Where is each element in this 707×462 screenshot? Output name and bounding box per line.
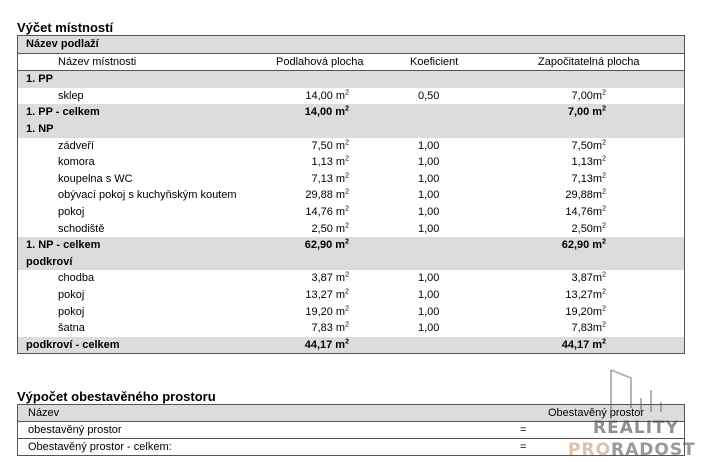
- room-coefficient: 1,00: [418, 172, 440, 185]
- room-name: šatna: [58, 322, 85, 335]
- room-counted-area: $2,50m^2$: [571, 221, 606, 235]
- room-area: 19,20 $m^2$: [305, 304, 349, 318]
- room-row: [18, 287, 684, 304]
- column-header: Koeficient: [410, 55, 459, 68]
- room-area: 14,76 $m^2$: [305, 205, 349, 218]
- room-name: chodba: [58, 272, 95, 285]
- room-area: 7,13 $m^2$: [311, 172, 349, 185]
- room-name: komora: [58, 156, 95, 169]
- volume-row-name: obestavěný prostor: [28, 424, 122, 436]
- room-area: 1,13 $m^2$: [311, 155, 349, 169]
- room-coefficient: 1,00: [418, 156, 440, 169]
- room-coefficient: 1,00: [418, 272, 440, 285]
- room-counted-area: $7,13m^2$: [571, 172, 606, 185]
- floor-total-row: [18, 104, 684, 121]
- room-row: [18, 171, 684, 188]
- floor-total-row: [18, 337, 684, 354]
- room-counted-area: $7,83m^2$: [571, 321, 606, 335]
- room-row: [18, 154, 684, 171]
- room-counted-area: $3,87m^2$: [571, 271, 606, 285]
- room-name: pokoj: [58, 305, 85, 318]
- room-coefficient: 0,50: [418, 89, 440, 102]
- floor-total-row: [18, 237, 684, 254]
- floor-header-row: [18, 36, 684, 54]
- room-area: 14,00 $m^2$: [305, 89, 349, 102]
- room-row: [18, 88, 684, 105]
- volume-row-name: Obestavěný prostor - celkem:: [28, 441, 172, 453]
- room-area: 7,83 $m^2$: [311, 321, 349, 335]
- room-name: zádveří: [58, 139, 95, 152]
- room-row: [18, 138, 684, 155]
- column-header-row: [18, 54, 684, 72]
- room-coefficient: 1,00: [418, 189, 440, 202]
- rooms-table: [17, 35, 685, 354]
- floor-total-counted: 7,00 $m^2$: [567, 105, 606, 119]
- volume-row-eq: =: [520, 424, 527, 436]
- room-name: sklep: [58, 89, 84, 102]
- room-coefficient: 1,00: [418, 222, 440, 235]
- room-counted-area: $19,20m^2$: [565, 304, 606, 318]
- floor-total-label: 1. PP - celkem: [26, 106, 100, 119]
- room-name: pokoj: [58, 288, 85, 301]
- floor-total-label: 1. NP - celkem: [26, 239, 101, 252]
- column-header: Podlahová plocha: [276, 55, 364, 68]
- floor-header-label: Název podlaží: [26, 38, 99, 50]
- room-counted-area: $29,88m^2$: [565, 188, 606, 202]
- volume-section-title: Výpočet obestavěného prostoru: [17, 389, 216, 404]
- room-counted-area: $13,27m^2$: [565, 288, 606, 301]
- floor-total-area: 62,90 $m^2$: [304, 238, 349, 252]
- rooms-section-title: Výčet místností: [17, 20, 114, 35]
- room-counted-area: $14,76m^2$: [565, 205, 606, 218]
- room-row: [18, 221, 684, 238]
- room-row: [18, 204, 684, 221]
- room-coefficient: 1,00: [418, 139, 440, 152]
- room-counted-area: $7,50m^2$: [571, 138, 606, 152]
- watermark-text: REALITY: [593, 418, 679, 438]
- column-header: Název místnosti: [58, 55, 137, 68]
- floor-name-row: [18, 121, 684, 138]
- room-row: [18, 270, 684, 287]
- watermark-text-2: PRORADOST: [568, 440, 696, 460]
- room-row: [18, 187, 684, 204]
- room-counted-area: $1,13m^2$: [571, 155, 606, 169]
- floor-total-counted: 62,90 $m^2$: [561, 238, 606, 252]
- room-area: 2,50 $m^2$: [311, 221, 349, 235]
- floor-name: 1. PP: [26, 73, 53, 86]
- volume-header-name: Název: [28, 407, 60, 419]
- room-counted-area: $7,00m^2$: [571, 89, 606, 102]
- room-name: schodiště: [58, 222, 105, 235]
- room-coefficient: 1,00: [418, 288, 440, 301]
- room-area: 29,88 $m^2$: [305, 188, 349, 202]
- column-header: Započitatelná plocha: [538, 55, 640, 68]
- floor-total-counted: 44,17 $m^2$: [561, 338, 606, 351]
- floor-name: 1. NP: [26, 122, 54, 135]
- room-area: 13,27 $m^2$: [305, 288, 349, 301]
- floor-name-row: [18, 254, 684, 271]
- room-coefficient: 1,00: [418, 305, 440, 318]
- floor-total-area: 44,17 $m^2$: [304, 338, 349, 351]
- room-name: obývací pokoj s kuchyňským koutem: [58, 189, 237, 202]
- room-row: [18, 320, 684, 337]
- floor-name-row: [18, 71, 684, 88]
- room-area: 7,50 $m^2$: [311, 138, 349, 152]
- room-name: pokoj: [58, 205, 85, 218]
- floor-name: podkroví: [26, 255, 73, 268]
- floor-total-label: podkroví - celkem: [26, 338, 120, 351]
- room-coefficient: 1,00: [418, 322, 440, 335]
- room-name: koupelna s WC: [58, 172, 133, 185]
- floor-total-area: 14,00 $m^2$: [304, 105, 349, 119]
- room-row: [18, 304, 684, 321]
- volume-header-value: Obestavěný prostor: [548, 407, 644, 419]
- room-coefficient: 1,00: [418, 205, 440, 218]
- volume-row-eq: =: [520, 441, 527, 453]
- room-area: 3,87 $m^2$: [311, 271, 349, 285]
